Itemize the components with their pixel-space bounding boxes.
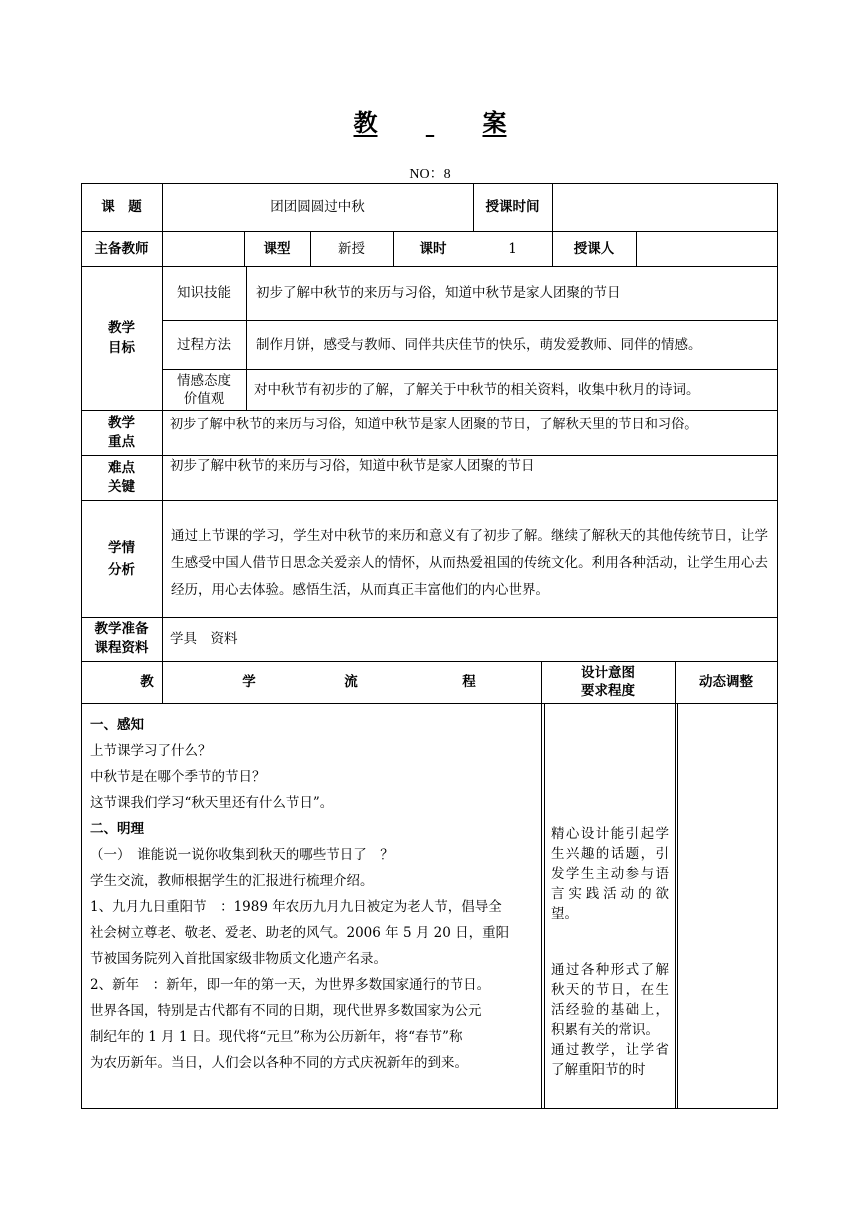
lead-teacher-value[interactable] (162, 231, 244, 266)
flow-header-char-2: 学 (242, 674, 256, 690)
teaching-focus-text: 初步了解中秋节的来历与习俗，知道中秋节是家人团聚的节日，了解秋天里的节日和习俗。 (170, 417, 698, 432)
preparation-label (81, 617, 162, 661)
title-underline-gap (378, 109, 483, 137)
goal-process-text: 制作月饼，感受与教师、同伴共庆佳节的快乐，萌发爱教师、同伴的情感。 (256, 336, 702, 353)
difficulty-label-line-2: 关键 (108, 478, 135, 495)
design-header-line-1: 设计意图 (581, 665, 635, 681)
flow-line: （一） 谁能说一说你收集到秋天的哪些节日了 ？ (90, 847, 394, 863)
topic-value: 团团圆圆过中秋 (270, 199, 365, 215)
class-time-label: 授课时间 (485, 199, 540, 215)
prep-label-line-1: 教学准备 (94, 621, 149, 637)
difficulty-label (81, 455, 162, 500)
dynamic-adjust-header: 动态调整 (699, 674, 753, 690)
lesson-type-value: 新授 (338, 240, 365, 257)
teaching-focus-label (81, 410, 162, 455)
flow-line: 上节课学习了什么？ (90, 743, 212, 759)
lesson-plan-table (81, 183, 778, 1108)
prep-label-line-2: 课程资料 (94, 640, 149, 656)
flow-line: 1、九月九日重阳节 ：1989 年农历九月九日被定为老人节，倡导全 (90, 899, 502, 915)
student-analysis-label (81, 500, 162, 617)
student-analysis-text: 通过上节课的学习，学生对中秋节的来历和意义有了初步了解。继续了解秋天的其他传统节日，让学生感受中国人借节日思念关爱亲人的情怀，从而热爱祖国的传统文化。利用各种活动，让学生用心去经历，用心去体验。感悟生活，从而真正丰富他们的内心世界。 (171, 528, 768, 598)
periods-value: 1 (508, 240, 517, 257)
flow-line: 社会树立尊老、敬老、爱老、助老的风气。2006 年 5 月 20 日，重阳 (90, 925, 510, 941)
flow-line: 为农历新年。当日，人们会以各种不同的方式庆祝新年的到来。 (90, 1055, 468, 1071)
goal-attitude-text: 对中秋节有初步的了解，了解关于中秋节的相关资料，收集中秋月的诗词。 (254, 381, 700, 398)
difficulty-text: 初步了解中秋节的来历与习俗，知道中秋节是家人团聚的节日 (170, 458, 535, 474)
flow-line: 节被国务院列入首批国家级非物质文化遗产名录。 (90, 951, 387, 967)
rule (81, 500, 778, 501)
goal-attitude-label-line-1: 情感态度 (177, 372, 231, 389)
design-note: 精心设计能引起学生兴趣的话题，引发学生主动参与语言实践活动的欲望。 (551, 826, 669, 922)
rule (544, 703, 545, 1108)
document-number: NO：8 (409, 167, 451, 182)
periods-label: 课时 (419, 240, 447, 257)
flow-header-char-1: 教 (140, 674, 154, 690)
lesson-type-label: 课型 (263, 240, 291, 257)
goals-label-line-1: 教学 (108, 320, 135, 336)
goal-attitude-label-line-2: 价值观 (183, 390, 225, 407)
focus-label-line-1: 教学 (108, 414, 135, 431)
flow-line: 学生交流，教师根据学生的汇报进行梳理介绍。 (90, 873, 374, 889)
rule (81, 1108, 778, 1109)
title-char-2: 案 (482, 109, 507, 137)
design-intent-header (541, 661, 675, 703)
preparation-text: 学具 资料 (170, 631, 238, 647)
rule (81, 703, 778, 704)
goal-knowledge-label: 知识技能 (177, 285, 231, 301)
flow-line: 世界各国，特别是古代都有不同的日期，现代世界多数国家为公元 (90, 1003, 482, 1019)
lecturer-label: 授课人 (573, 240, 615, 257)
goals-label-line-2: 目标 (108, 340, 135, 356)
difficulty-label-line-1: 难点 (108, 459, 135, 476)
rule (675, 661, 676, 1108)
document-title (0, 103, 860, 138)
topic-label: 课 题 (101, 199, 142, 215)
focus-label-line-2: 重点 (108, 433, 135, 450)
flow-line: 2、新年 ：新年，即一年的第一天，为世界多数国家通行的节日。 (90, 977, 491, 993)
rule (777, 183, 778, 1108)
teaching-goals-label (81, 266, 162, 410)
goal-knowledge-text: 初步了解中秋节的来历与习俗，知道中秋节是家人团聚的节日 (256, 285, 621, 301)
flow-line: 一、感知 (90, 717, 144, 733)
lecturer-value[interactable] (636, 231, 777, 266)
title-char-1: 教 (353, 109, 378, 137)
analysis-label-line-1: 学情 (108, 539, 135, 556)
flow-line: 二、明理 (90, 821, 144, 837)
class-time-value[interactable] (552, 183, 777, 231)
lead-teacher-label: 主备教师 (94, 240, 149, 257)
rule (677, 703, 678, 1108)
rule (162, 661, 163, 703)
flow-line: 制纪年的 1 月 1 日。现代将“元旦”称为公历新年，将“春节”称 (90, 1029, 463, 1045)
flow-line: 这节课我们学习“秋天里还有什么节日”。 (90, 795, 334, 811)
flow-line: 中秋节是在哪个季节的节日？ (90, 769, 266, 785)
goal-process-label: 过程方法 (177, 336, 231, 353)
design-note: 通过各种形式了解秋天的节日，在生活经验的基础上，积累有关的常识。 (551, 962, 669, 1038)
analysis-label-line-2: 分析 (108, 561, 135, 578)
flow-header-char-3: 流 (344, 674, 358, 690)
design-header-line-2: 要求程度 (581, 683, 635, 699)
teaching-flow-content (90, 712, 542, 1076)
flow-header-char-4: 程 (462, 674, 476, 690)
design-note: 通过教学，让学省了解重阳节的时 (551, 1042, 669, 1078)
goal-attitude-label (162, 369, 246, 410)
